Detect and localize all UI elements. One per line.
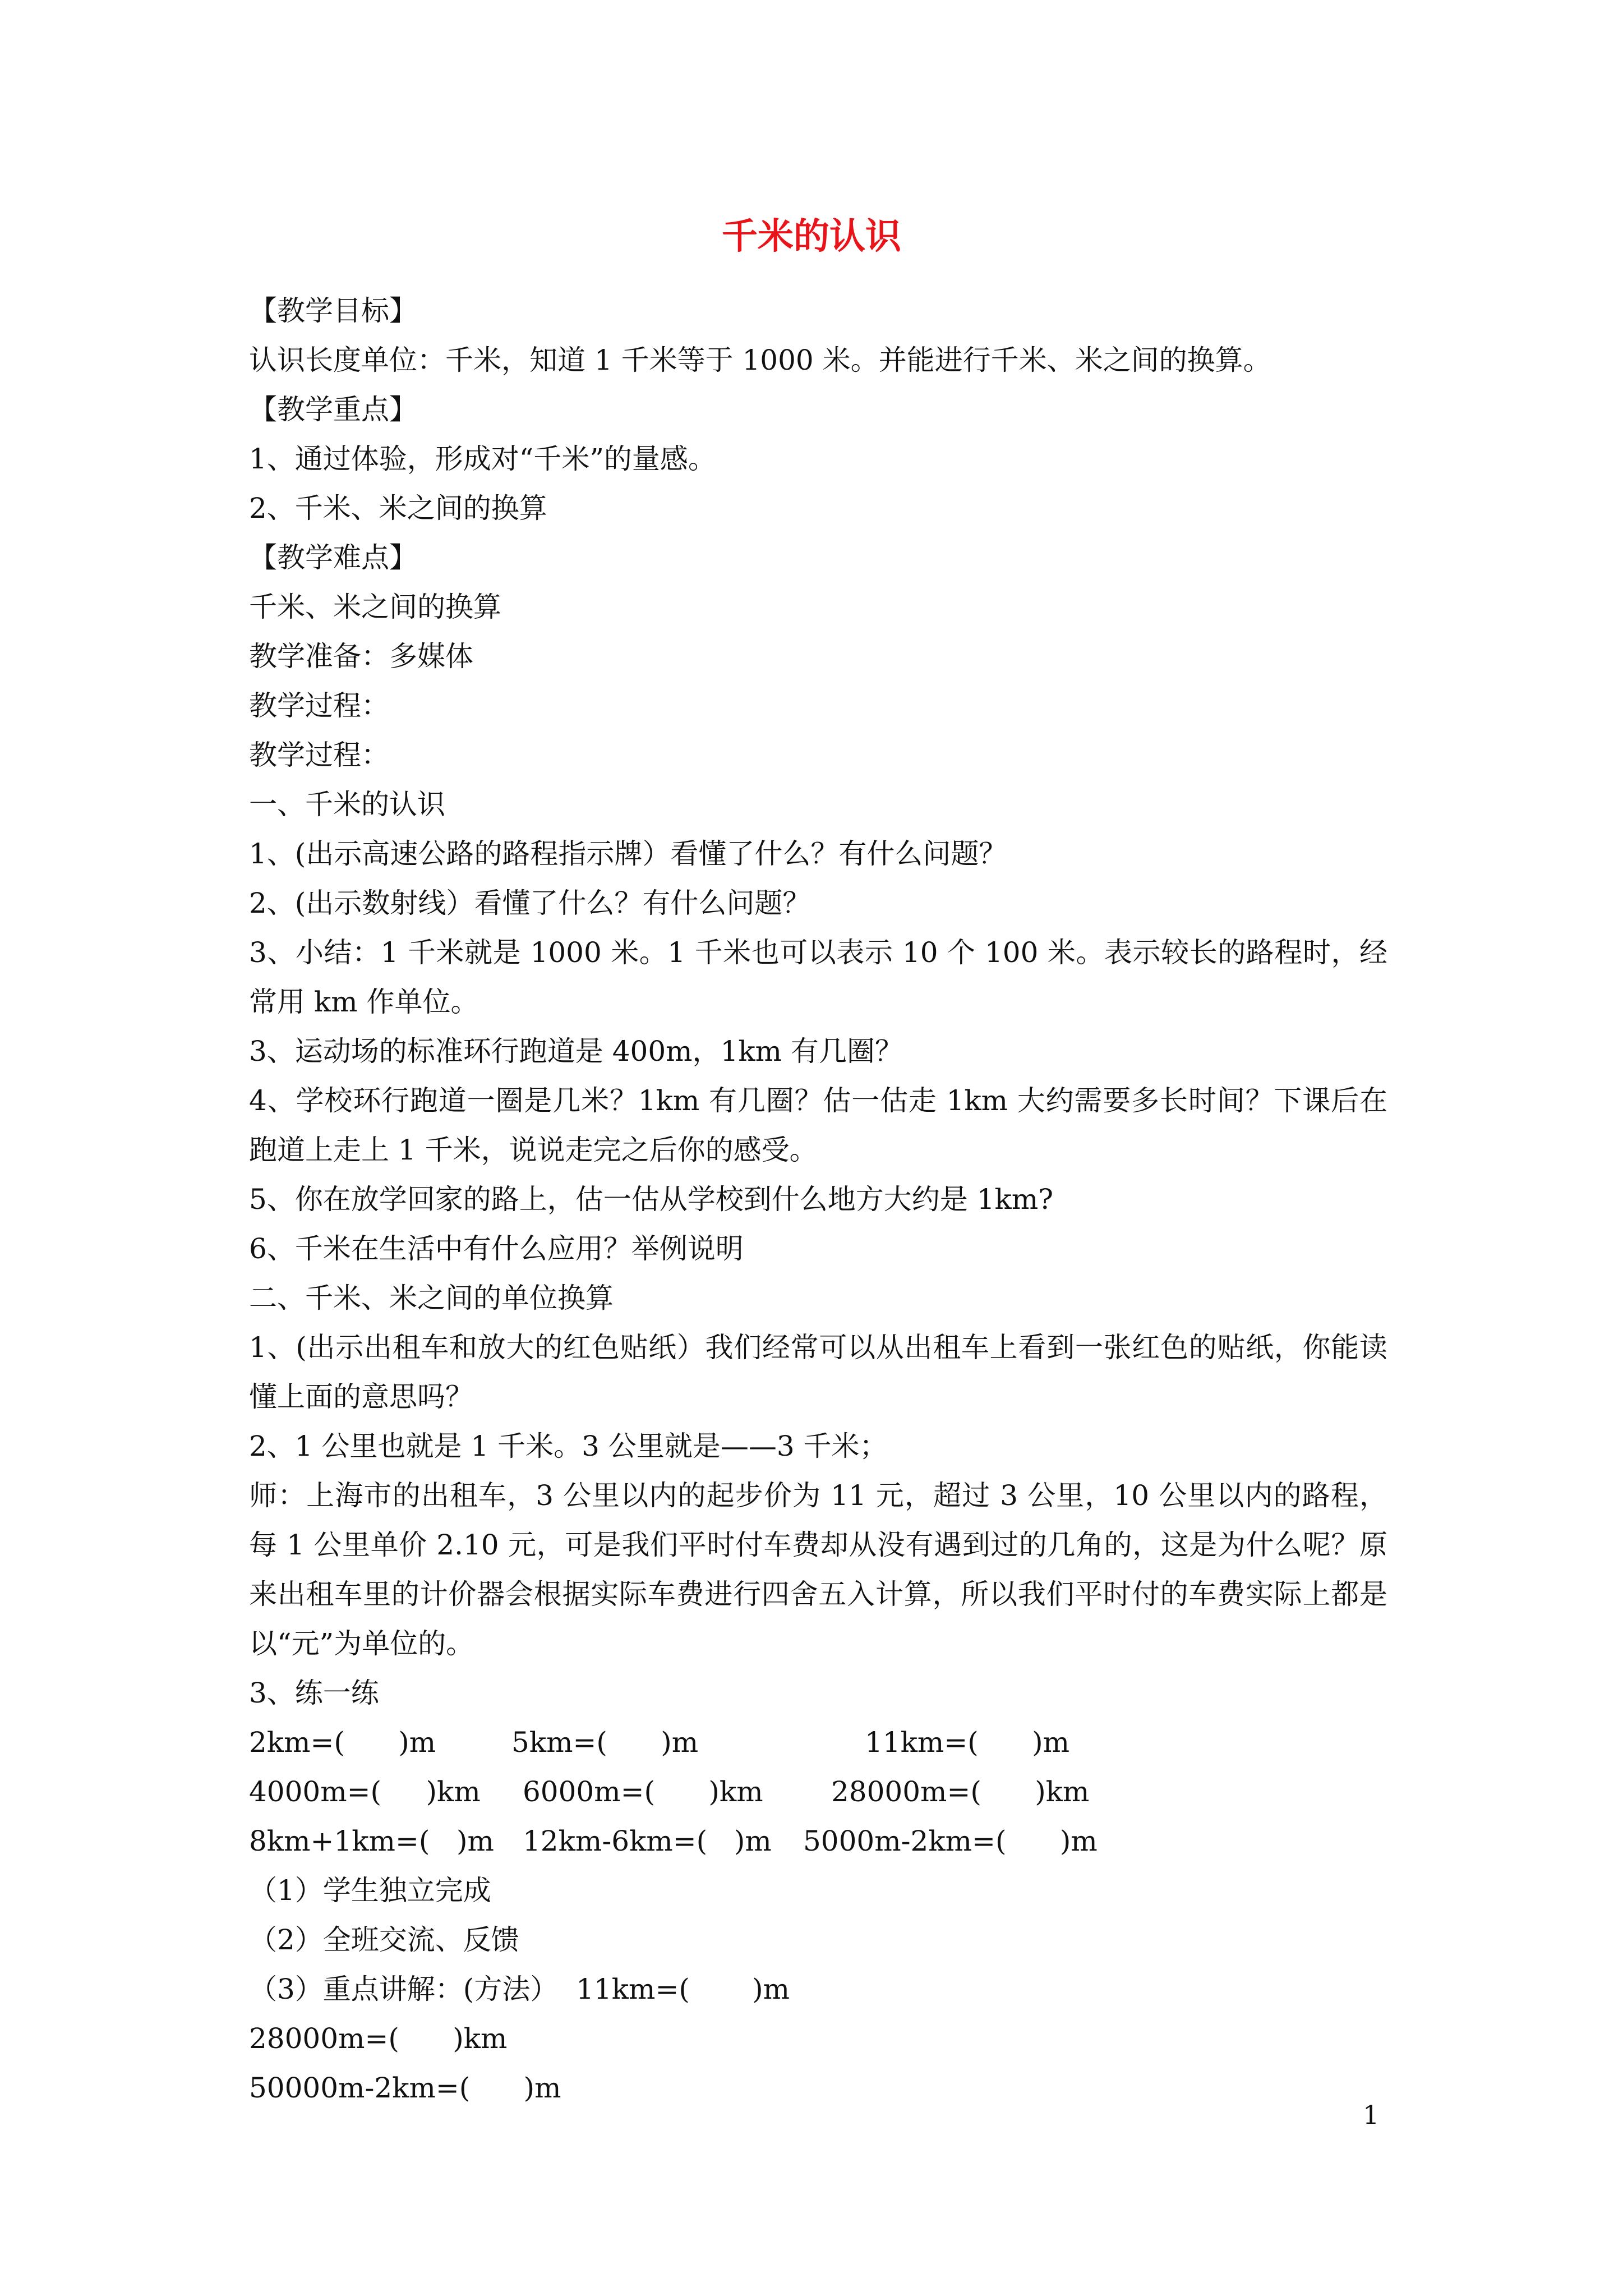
section1-item-1: 1、(出示高速公路的路程指示牌）看懂了什么？有什么问题？ — [249, 838, 1007, 870]
preparation-text: 教学准备：多媒体 — [249, 640, 473, 673]
heading-objectives: 【教学目标】 — [249, 295, 417, 327]
key-point-2: 2、千米、米之间的换算 — [249, 492, 547, 524]
difficulties-text: 千米、米之间的换算 — [249, 591, 501, 623]
exercise-row — [249, 1767, 1387, 1816]
document-body — [249, 286, 1387, 2113]
section1-item-4: 3、运动场的标准环行跑道是 400m，1km 有几圈？ — [249, 1035, 903, 1068]
heading-difficulties: 【教学难点】 — [249, 541, 417, 574]
step-5: 50000m-2km=( )m — [249, 2072, 561, 2104]
exercise-item: 12km-6km=( )m — [523, 1825, 772, 1857]
section1-item-7: 6、千米在生活中有什么应用？举例说明 — [249, 1232, 744, 1265]
exercise-item: 5000m-2km=( )m — [803, 1825, 1098, 1857]
exercise-item: 8km+1km=( )m — [249, 1825, 494, 1857]
section2-item-1: 1、(出示出租车和放大的红色贴纸）我们经常可以从出租车上看到一张红色的贴纸，你能读懂上面的意思吗？ — [249, 1331, 1387, 1413]
exercise-item: 11km=( )m — [865, 1726, 1070, 1759]
process-label-1: 教学过程： — [249, 689, 389, 722]
step-3: （3）重点讲解：(方法） 11km=( )m — [249, 1973, 790, 2005]
exercise-item: 28000m=( )km — [831, 1775, 1090, 1808]
document-title: 千米的认识 — [722, 215, 901, 257]
exercise-item: 2km=( )m — [249, 1726, 436, 1759]
exercise-item: 5km=( )m — [511, 1726, 699, 1759]
key-point-1: 1、通过体验，形成对“千米”的量感。 — [249, 443, 716, 475]
section1-heading: 一、千米的认识 — [249, 788, 445, 821]
exercise-item: 6000m=( )km — [523, 1775, 763, 1808]
step-2: （2）全班交流、反馈 — [249, 1924, 519, 1956]
section2-item-3: 师：上海市的出租车，3 公里以内的起步价为 11 元，超过 3 公里，10 公里以内的路程，每 1 公里单价 2.10 元，可是我们平时付车费却从没有遇到过的几角的，这是为什么呢？原来出租车里的计价器会根据实际车费进行四舍五入计算，所以我们平时付的车费实际上都是以“元”为单位的。 — [249, 1479, 1387, 1660]
objectives-text: 认识长度单位：千米，知道 1 千米等于 1000 米。并能进行千米、米之间的换算。 — [249, 344, 1271, 376]
exercise-row — [249, 1816, 1387, 1866]
heading-key-points: 【教学重点】 — [249, 393, 417, 426]
section2-item-4: 3、练一练 — [249, 1677, 379, 1709]
exercise-item: 4000m=( )km — [249, 1775, 481, 1808]
section2-item-2: 2、1 公里也就是 1 千米。3 公里就是——3 千米； — [249, 1430, 888, 1462]
exercise-row — [249, 1718, 1387, 1767]
section2-heading: 二、千米、米之间的单位换算 — [249, 1282, 614, 1314]
section1-item-3: 3、小结：1 千米就是 1000 米。1 千米也可以表示 10 个 100 米。表示较长的路程时，经常用 km 作单位。 — [249, 936, 1387, 1018]
process-label-2: 教学过程： — [249, 739, 389, 771]
section1-item-6: 5、你在放学回家的路上，估一估从学校到什么地方大约是 1km? — [249, 1183, 1054, 1216]
step-1: （1）学生独立完成 — [249, 1874, 491, 1907]
section1-item-5: 4、学校环行跑道一圈是几米？1km 有几圈？估一估走 1km 大约需要多长时间？下课后在跑道上走上 1 千米，说说走完之后你的感受。 — [249, 1084, 1387, 1166]
page-number: 1 — [1363, 2100, 1380, 2130]
step-4: 28000m=( )km — [249, 2022, 508, 2055]
section1-item-2: 2、(出示数射线）看懂了什么？有什么问题？ — [249, 887, 811, 919]
